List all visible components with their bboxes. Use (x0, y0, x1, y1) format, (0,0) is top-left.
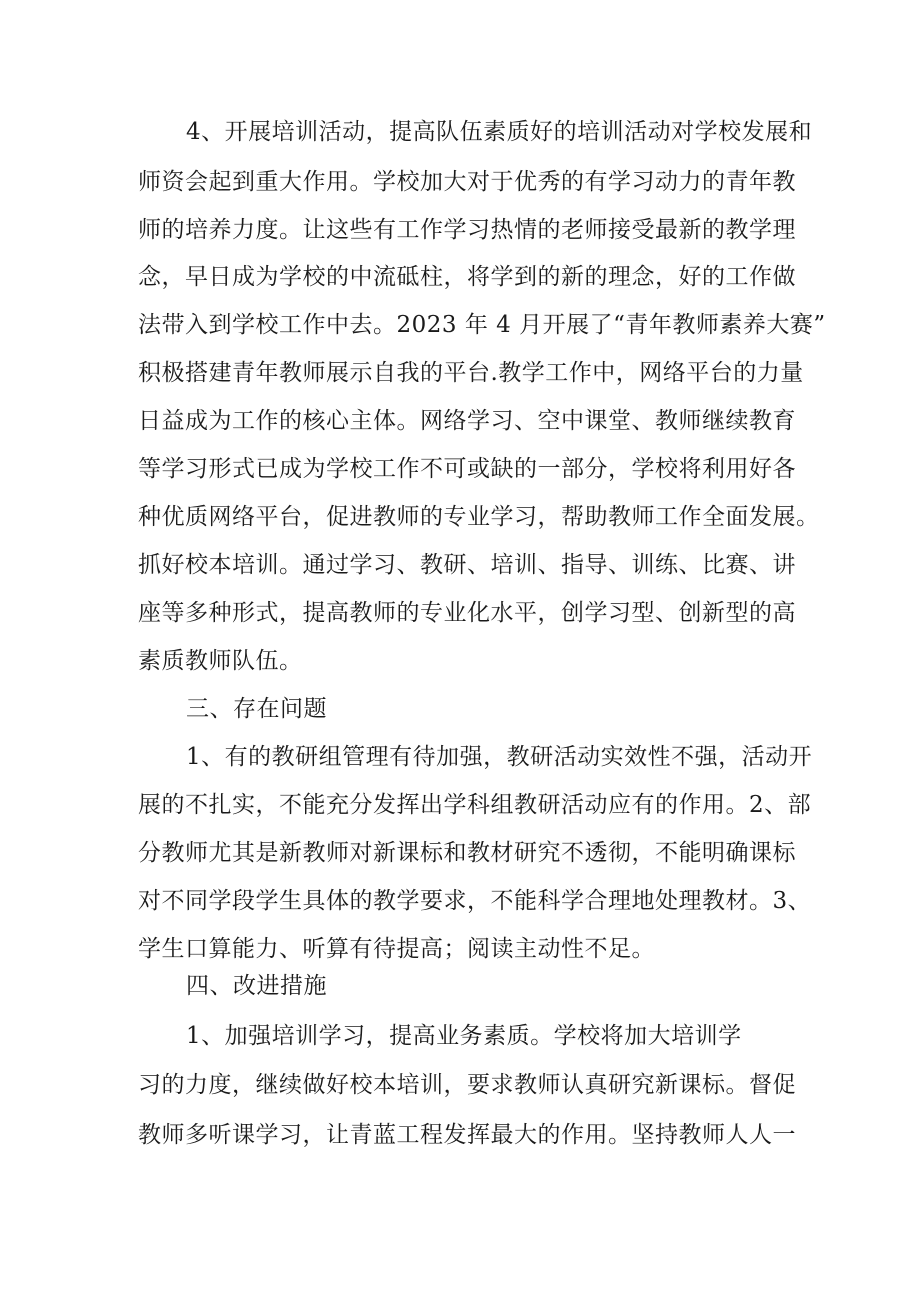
section-heading: 四、改进措施 (186, 973, 327, 999)
paragraph-line: 对不同学段学生具体的教学要求，不能科学合理地处理教材。3、 (138, 888, 812, 914)
paragraph-line: 座等多种形式，提高教师的专业化水平，创学习型、创新型的高 (138, 600, 796, 626)
paragraph-line: 1、有的教研组管理有待加强，教研活动实效性不强，活动开 (186, 744, 813, 770)
paragraph-line: 习的力度，继续做好校本培训，要求教师认真研究新课标。督促 (138, 1072, 796, 1098)
paragraph-line: 师的培养力度。让这些有工作学习热情的老师接受最新的教学理 (138, 217, 796, 243)
paragraph-line: 抓好校本培训。通过学习、教研、培训、指导、训练、比赛、讲 (138, 552, 796, 578)
paragraph-line: 日益成为工作的核心主体。网络学习、空中课堂、教师继续教育 (138, 408, 796, 434)
paragraph-line: 念，早日成为学校的中流砥柱，将学到的新的理念，好的工作做 (138, 264, 796, 290)
paragraph-line: 积极搭建青年教师展示自我的平台.教学工作中，网络平台的力量 (138, 360, 804, 386)
paragraph-line: 法带入到学校工作中去。2023 年 4 月开展了“青年教师素养大赛” (138, 312, 826, 338)
paragraph-line: 师资会起到重大作用。学校加大对于优秀的有学习动力的青年教 (138, 169, 796, 195)
paragraph-line: 素质教师队伍。 (138, 648, 303, 674)
paragraph-line: 种优质网络平台，促进教师的专业学习，帮助教师工作全面发展。 (138, 504, 820, 530)
paragraph-line: 等学习形式已成为学校工作不可或缺的一部分，学校将利用好各 (138, 456, 796, 482)
paragraph-line: 分教师尤其是新教师对新课标和教材研究不透彻，不能明确课标 (138, 840, 796, 866)
paragraph-line: 学生口算能力、听算有待提高；阅读主动性不足。 (138, 936, 655, 962)
paragraph-line: 教师多听课学习，让青蓝工程发挥最大的作用。坚持教师人人一 (138, 1122, 796, 1148)
paragraph-line: 1、加强培训学习，提高业务素质。学校将加大培训学 (186, 1023, 742, 1049)
paragraph-line: 展的不扎实，不能充分发挥出学科组教研活动应有的作用。2、部 (138, 792, 812, 818)
section-heading: 三、存在问题 (186, 696, 327, 722)
paragraph-line: 4、开展培训活动，提高队伍素质好的培训活动对学校发展和 (186, 119, 813, 145)
